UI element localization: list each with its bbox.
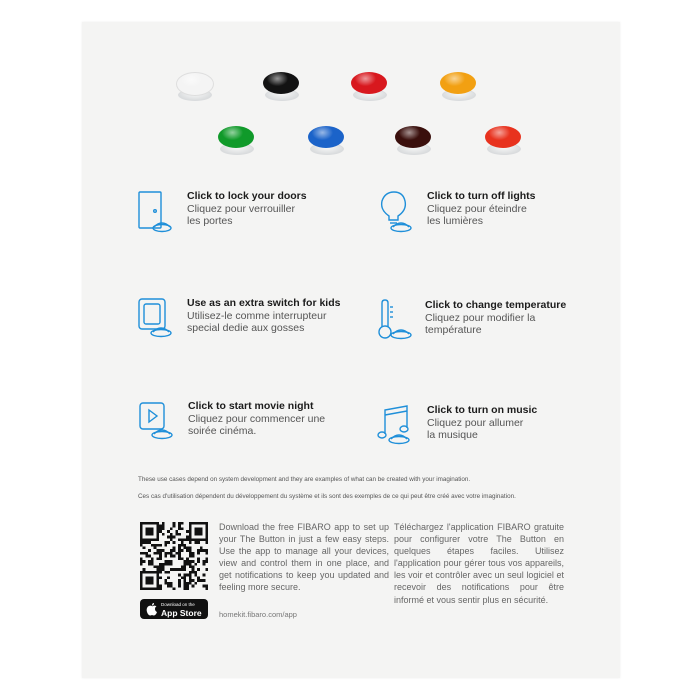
door-icon — [137, 190, 177, 236]
black-button — [259, 72, 303, 104]
download-text-en: Download the free FIBARO app to set up your The Button in just a few easy steps. Use the app to manage all your devices, view and control them in one place, and get notifications to keep you updated and feeling more secure. — [219, 522, 389, 593]
app-store-small-text: Download on the — [161, 602, 195, 607]
feature-fr-line1: Cliquez pour éteindre — [427, 202, 527, 215]
button-dome — [485, 126, 521, 148]
button-dome — [308, 126, 344, 148]
qr-finder-pattern — [141, 523, 157, 539]
red-orange-button — [481, 126, 525, 158]
disclaimer-fr: Ces cas d'utilisation dépendent du développement du système et ils sont des exemples de ce qui peut être créé avec votre imagination. — [138, 493, 516, 500]
blue-button — [304, 126, 348, 158]
app-url-link[interactable]: homekit.fibaro.com/app — [219, 610, 297, 619]
feature-title: Click to lock your doors — [187, 190, 307, 202]
feature-fr-line1: Cliquez pour commencer une — [188, 412, 326, 425]
feature-fr-line1: Cliquez pour allumer — [427, 416, 524, 429]
feature-title: Click to start movie night — [188, 400, 314, 412]
music-note-icon — [377, 404, 417, 450]
feature-fr-line2: la musique — [427, 429, 478, 441]
play-icon — [138, 400, 178, 446]
orange-button — [436, 72, 480, 104]
feature-title: Use as an extra switch for kids — [187, 297, 341, 309]
button-dome — [263, 72, 299, 94]
feature-fr-line1: Cliquez pour verrouiller — [187, 202, 295, 215]
apple-logo-icon — [146, 602, 158, 616]
feature-fr-line2: température — [425, 324, 482, 336]
qr-finder-pattern — [190, 523, 206, 539]
red-button — [347, 72, 391, 104]
green-button — [214, 126, 258, 158]
button-dome — [395, 126, 431, 148]
white-button — [172, 72, 216, 104]
qr-code[interactable] — [140, 522, 208, 590]
button-dome — [176, 72, 214, 96]
feature-title: Click to turn off lights — [427, 190, 536, 202]
feature-title: Click to turn on music — [427, 404, 538, 416]
brown-button — [391, 126, 435, 158]
feature-fr-line2: les lumières — [427, 215, 484, 227]
qr-finder-pattern — [141, 572, 157, 588]
feature-fr-line1: Cliquez pour modifier la — [425, 311, 536, 324]
feature-fr-line2: special dedie aux gosses — [187, 322, 305, 334]
app-store-badge[interactable] — [140, 599, 208, 619]
light-bulb-icon — [377, 190, 417, 236]
feature-title: Click to change temperature — [425, 299, 567, 311]
button-dome — [218, 126, 254, 148]
download-text-fr: Téléchargez l'application FIBARO gratuite pour configurer votre The Button en quelques étapes faciles. Utilisez l'application pour gérer tous vos appareils, les voir et contrôler avec un seul logiciel et recevoir des notifications pour être informé et vous sentir plus en sécurité. — [394, 522, 564, 605]
button-dome — [351, 72, 387, 94]
app-store-label: App Store — [161, 607, 202, 618]
feature-fr-line2: les portes — [187, 215, 233, 227]
disclaimer-en: These use cases depend on system development and they are examples of what can be created with your imagination. — [138, 476, 471, 483]
button-dome — [440, 72, 476, 94]
feature-fr-line2: soirée cinéma. — [188, 425, 257, 437]
feature-fr-line1: Utilisez-le comme interrupteur — [187, 309, 327, 322]
light-switch-icon — [137, 297, 177, 343]
thermometer-icon — [375, 299, 415, 345]
